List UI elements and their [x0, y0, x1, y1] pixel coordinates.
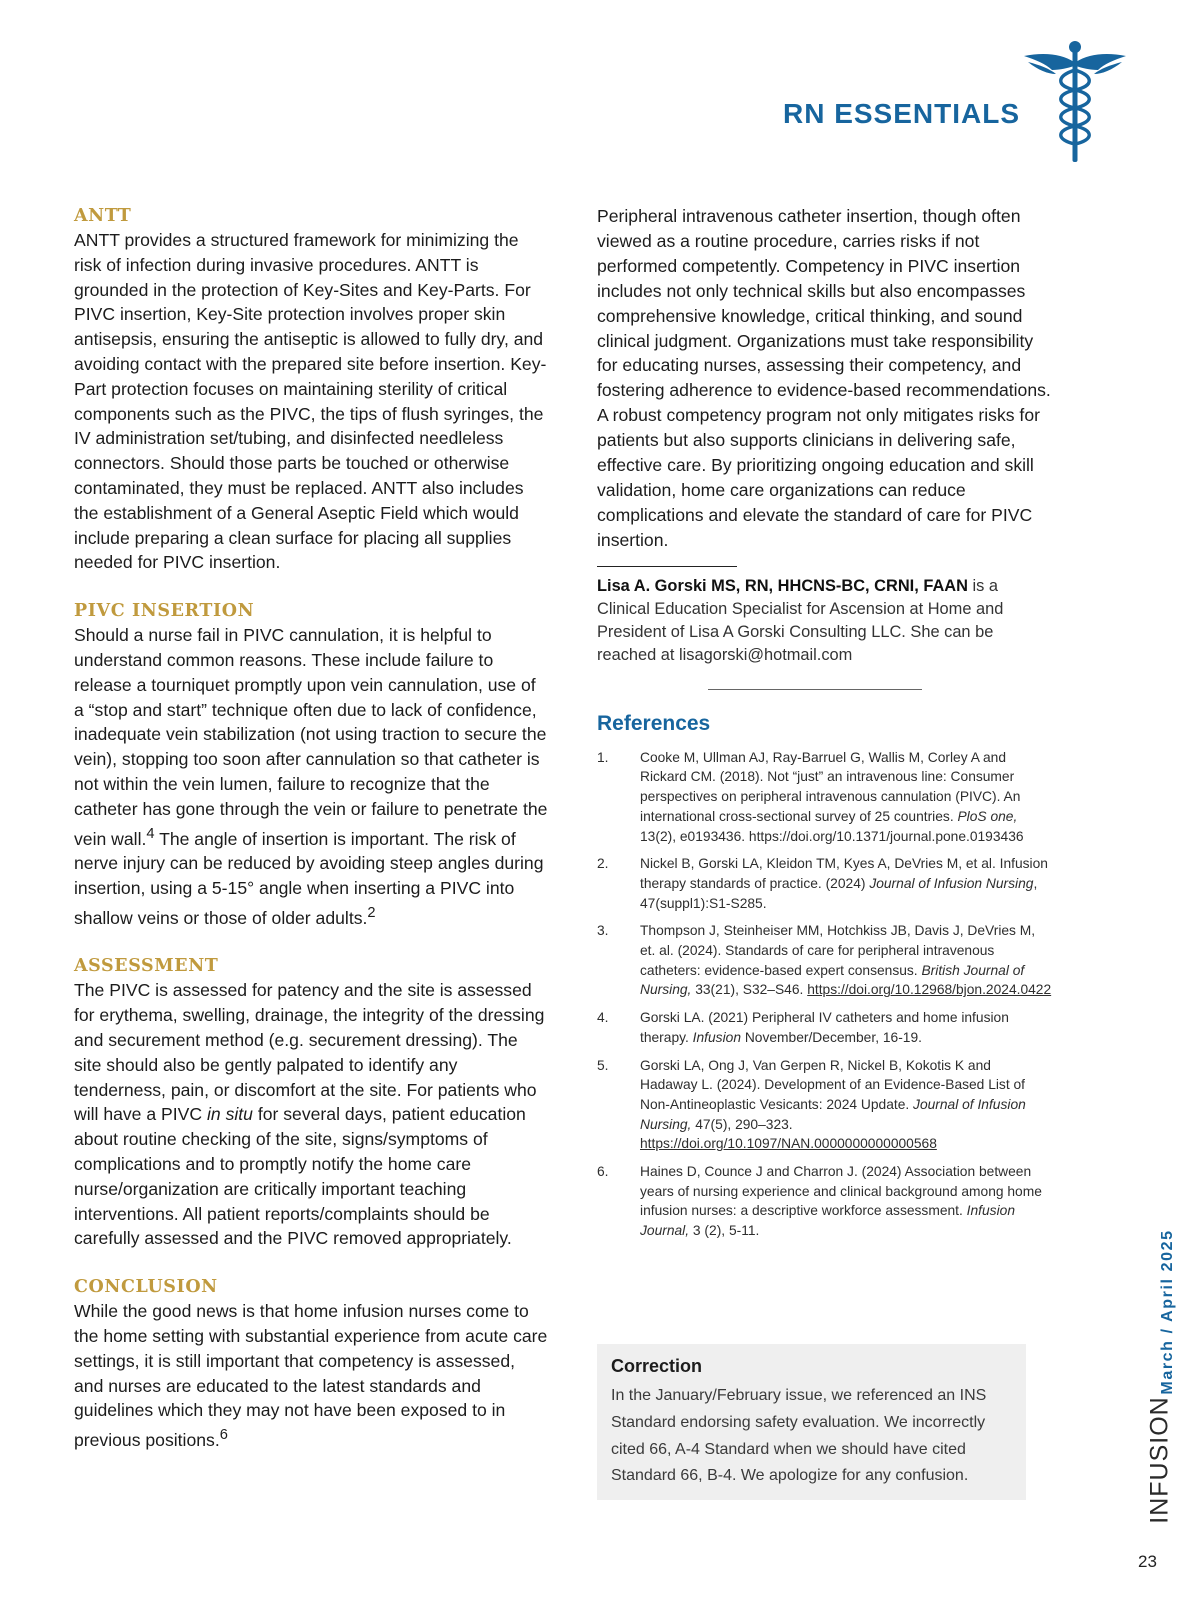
body-text: The angle of insertion is important. The risk of nerve injury can be reduced by avoiding steep angles during insertion, using a 5-15° angle when inserting a PIVC into shallow veins or those of older adults. — [74, 828, 544, 928]
body-text: Should a nurse fail in PIVC cannulation, it is helpful to understand common reasons. These include failure to release a tourniquet promptly upon vein cannulation, use of a “stop and start” technique often due to lack of confidence, inadequate vein stabilization (not using traction to secure the vein), stopping too soon after cannulation so that catheter is not within the vein lumen, failure to recognize that the catheter has gone through the vein or failure to penetrate the vein wall. — [74, 625, 548, 849]
reference-journal: Journal of Infusion Nursing, — [640, 1096, 1026, 1132]
divider — [708, 689, 922, 690]
reference-authors: Gorski LA, Ong J, Van Gerpen R, Nickel B, Kokotis K and Hadaway L. (2024). Development of an Evidence-Based List of Non-Antineoplastic Vesicants: 2024 Update. — [640, 1057, 1025, 1112]
reference-details: 33(21), S32–S46. — [691, 982, 808, 998]
section-body — [74, 978, 548, 1251]
section-body — [74, 623, 548, 930]
reference-item — [597, 854, 1052, 913]
summary-paragraph: Peripheral intravenous catheter insertion, though often viewed as a routine procedure, carries risks if not performed competently. Competency in PIVC insertion includes not only technical skills but also encompasses comprehensive knowledge, critical thinking, and sound clinical judgment. Organizations must take responsibility for educating nurses, assessing their competency, and fostering adherence to evidence-based recommendations. A robust competency program not only mitigates risks for patients but also supports clinicians in delivering safe, effective care. By prioritizing ongoing education and skill validation, home care organizations can reduce complications and elevate the standard of care for PIVC insertion. — [597, 206, 1051, 550]
reference-text — [640, 1162, 1052, 1241]
assessment-section — [74, 954, 548, 1251]
citation-superscript: 4 — [146, 825, 155, 842]
reference-number: 2. — [597, 856, 609, 872]
reference-text — [640, 748, 1052, 847]
reference-details: 13(2), e0193436. https://doi.org/10.1371/journal.pone.0193436 — [640, 828, 1024, 844]
reference-number: 5. — [597, 1057, 609, 1073]
magazine-logo: INFUSION — [1145, 1396, 1174, 1524]
reference-item — [597, 1162, 1052, 1241]
section-heading: ASSESSMENT — [74, 956, 219, 977]
reference-details: 3 (2), 5-11. — [689, 1223, 760, 1239]
reference-text — [640, 854, 1052, 913]
reference-item — [597, 1056, 1052, 1155]
left-column — [74, 204, 548, 1477]
reference-details: November/December, 16-19. — [741, 1029, 922, 1045]
reference-text — [640, 1056, 1052, 1155]
reference-authors: Haines D, Counce J and Charron J. (2024) Association between years of nursing experience and clinical background among home infusion nurses: a descriptive workforce assessment. — [640, 1164, 1042, 1219]
reference-doi-link[interactable]: https://doi.org/10.12968/bjon.2024.0422 — [807, 982, 1052, 998]
correction-title: Correction — [611, 1356, 703, 1376]
reference-journal: PloS one, — [957, 808, 1018, 824]
reference-item — [597, 1008, 1052, 1047]
section-title: RN ESSENTIALS — [782, 98, 1020, 129]
author-email[interactable]: lisagorski@hotmail.com — [679, 645, 853, 664]
body-text: for several days, patient education about routine checking of the site, signs/symptoms of complications and to promptly notify the home care nurse/organization are critically important teaching interventions. All patient reports/complaints should be carefully assessed and the PIVC removed appropriately. — [74, 1104, 526, 1249]
reference-number: 4. — [597, 1010, 609, 1026]
reference-journal: Infusion Journal, — [640, 1203, 1015, 1239]
reference-item — [597, 748, 1052, 847]
author-name: Lisa A. Gorski MS, RN, HHCNS-BC, CRNI, FAAN — [597, 576, 968, 595]
reference-number: 1. — [597, 749, 609, 765]
citation-superscript: 6 — [219, 1427, 228, 1444]
correction-box — [597, 1344, 1026, 1500]
body-text: While the good news is that home infusion nurses come to the home setting with substantial experience from acute care settings, it is still important that competency is assessed, and nurses are educated to the latest standards and guidelines which they may not have been exposed to in previous positions. — [74, 1301, 548, 1451]
page-number: 23 — [1138, 1552, 1157, 1571]
italic-term: in situ — [206, 1104, 253, 1125]
reference-text — [640, 921, 1052, 1000]
reference-authors: Gorski LA. (2021) Peripheral IV catheters and home infusion therapy. — [640, 1010, 1009, 1045]
body-text: The PIVC is assessed for patency and the site is assessed for erythema, swelling, drainage, the integrity of the dressing and securement method (e.g. securement dressing). The site should also be gently palpated to identify any tenderness, pain, or discomfort at the site. For patients who will have a PIVC — [74, 980, 545, 1125]
pivc-insertion-section — [74, 599, 548, 930]
author-description: is a Clinical Education Specialist for Ascension at Home and President of Lisa A Gorski Consulting LLC. She can be reached at — [597, 576, 1004, 664]
section-heading: CONCLUSION — [74, 1277, 218, 1298]
reference-item — [597, 921, 1052, 1000]
references-list — [597, 748, 1052, 1241]
section-body — [74, 1299, 548, 1453]
caduceus-icon — [1022, 40, 1128, 166]
reference-doi-link[interactable]: https://doi.org/10.1097/NAN.0000000000000568 — [640, 1136, 937, 1152]
reference-journal: Journal of Infusion Nursing — [869, 875, 1034, 891]
divider — [597, 566, 737, 567]
reference-journal: Infusion — [692, 1029, 741, 1045]
author-bio — [597, 575, 1052, 667]
right-column — [597, 204, 1052, 1249]
citation-superscript: 2 — [367, 904, 376, 921]
correction-body: In the January/February issue, we referenced an INS Standard endorsing safety evaluation. We incorrectly cited 66, A-4 Standard when we should have cited Standard 66, B-4. We apologize for any confusion. — [611, 1387, 987, 1485]
reference-number: 6. — [597, 1164, 609, 1180]
conclusion-section — [74, 1275, 548, 1453]
reference-text — [640, 1008, 1052, 1047]
issue-date: March / April 2025 — [1159, 1229, 1176, 1395]
section-heading: ANTT — [74, 206, 132, 226]
reference-authors: Cooke M, Ullman AJ, Ray-Barruel G, Wallis M, Corley A and Rickard CM. (2018). Not “just” an intravenous line: Consumer perspectives on peripheral intravenous cannulation (PIVC). An international cross-sectional survey of 25 countries. — [640, 749, 1021, 824]
section-body: ANTT provides a structured framework for minimizing the risk of infection during invasive procedures. ANTT is grounded in the protection of Key-Sites and Key-Parts. For PIVC insertion, Key-Site protection involves proper skin antisepsis, ensuring the antiseptic is allowed to fully dry, and avoiding contact with the prepared site before insertion. Key-Part protection focuses on maintaining sterility of critical components such as the PIVC, the tips of flush syringes, the IV administration set/tubing, and disinfected needleless connectors. Should those parts be touched or otherwise contaminated, they must be replaced. ANTT also includes the establishment of a General Aseptic Field which would include preparing a clean surface for placing all supplies needed for PIVC insertion. — [74, 230, 547, 573]
reference-details: 47(5), 290–323. — [691, 1116, 793, 1132]
reference-authors: Nickel B, Gorski LA, Kleidon TM, Kyes A, DeVries M, et al. Infusion therapy standards of practice. (2024) — [640, 856, 1048, 891]
reference-authors: Thompson J, Steinheiser MM, Hotchkiss JB, Davis J, DeVries M, et. al. (2024). Standards of care for peripheral intravenous catheters: evidence-based expert consensus. — [640, 923, 1036, 978]
reference-details: , 47(suppl1):S1-S285. — [640, 875, 1038, 911]
antt-section — [74, 204, 548, 575]
references-title: References — [597, 711, 711, 735]
section-heading: PIVC INSERTION — [74, 601, 255, 622]
reference-number: 3. — [597, 923, 609, 939]
reference-journal: British Journal of Nursing, — [640, 962, 1025, 998]
